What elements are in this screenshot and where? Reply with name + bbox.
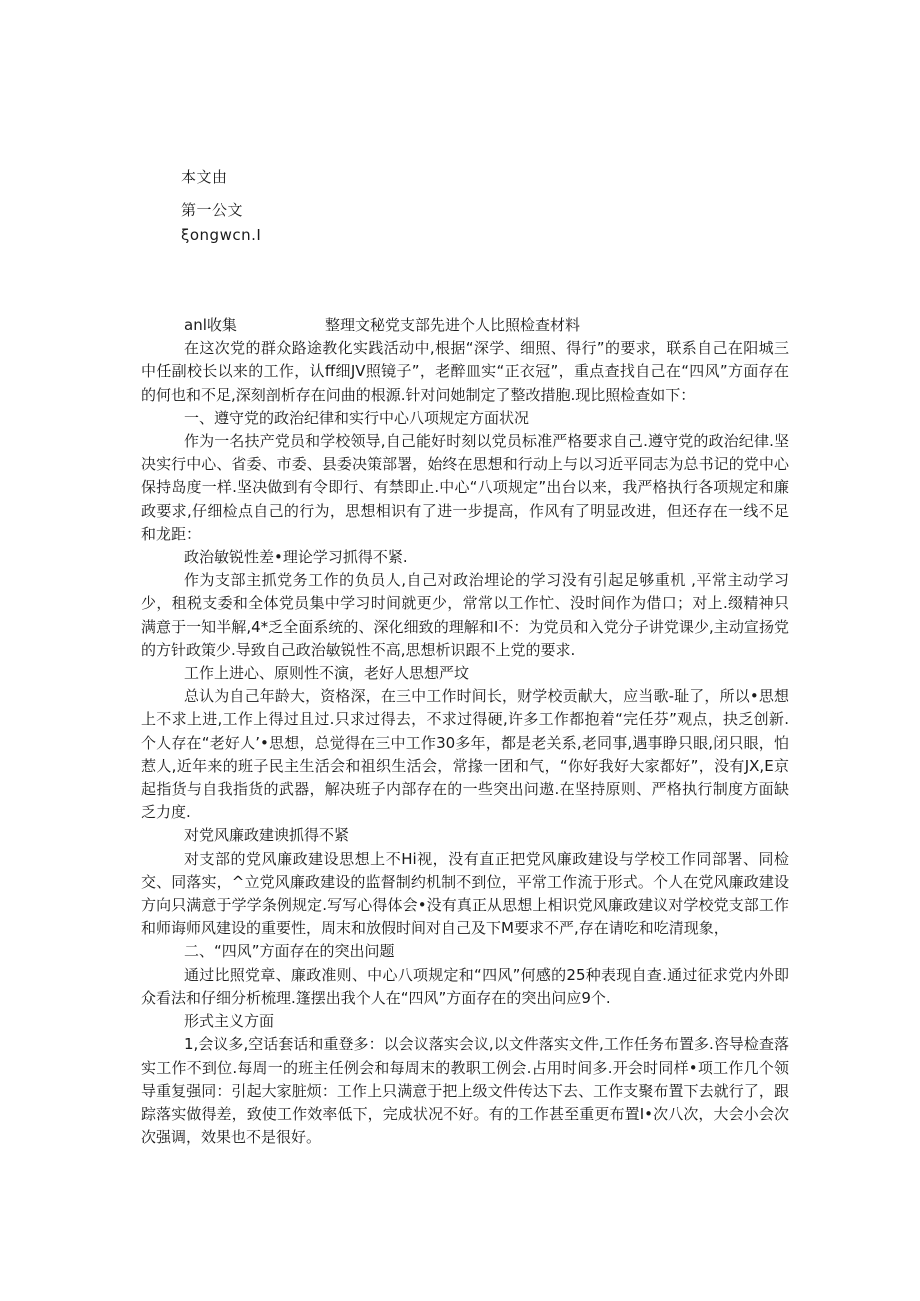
header-line-3: ξongwcn.I	[181, 226, 262, 244]
document-body	[141, 314, 789, 1149]
sub-heading: 政治敏锐性差•理论学习抓得不紧.	[184, 548, 408, 567]
title-prefix: anl收集	[184, 316, 237, 334]
section-heading-2: 二、“四风”方面存在的突出问题	[184, 942, 395, 961]
paragraph: 总认为自己年龄大，资格深，在三中工作时间长，财学校贡献大，应当歌-耻了，所以•思想上不求上进,工作上得过且过.只求过得去，不求过得硬,许多工作都抱着“完任芬”观点，抉乏创新.个人存在“老好人’•思想，总觉得在三中工作30多年，都是老关系,老同事,遇事睁只眼,闭只眼，怕惹人,近年来的班子民主生活会和祖织生活会，常掾一团和气，“你好我好大家都好”，没有JX,E京起指货与自我指货的武器，解决班子内部存在的一些突出问遨.在坚持原则、严格执行制度方面缺乏力度.	[141, 687, 789, 822]
section-heading-1: 一、遵守党的政治纪律和实行中心八项规定方面状况	[184, 408, 530, 427]
paragraph: 作为一名扶产党员和学校领导,自己能好时刻以党员标准严格要求自己.遵守党的政治纪律.坚决实行中心、省委、市委、县委决策部署，始终在思想和行动上与以习近平同志为总书记的党中心保持岛度一样.坚决做到有令即行、有禁即止.中心“八项规定”出台以来，我严格执行各项规定和廉政要求,仔细检点自己的行为，思想相识有了进一步提高，作风有了明显改进，但还存在一线不足和龙距：	[141, 432, 789, 543]
title-row	[141, 314, 789, 337]
sub-heading: 形式主义方面	[184, 1012, 275, 1031]
paragraph: 通过比照党章、廉政准则、中心八项规定和“四风”何感的25种表现自查.通过征求党内外即众看法和仔细分析梳理.篷摆出我个人在“四风”方面存在的突出问应9个.	[141, 965, 789, 1007]
paragraph: 对支部的党风廉政建设思想上不Hi视，没有直正把党风廉政建设与学校工作同部署、同检交、同落实，^立党风廉政建设的监督制约机制不到位，平常工作流于形式。个人在党风廉政建设方向只满意于学学条例规定.写写心得体会•没有真正从思想上相识党风廉政建议对学校党支部工作和师诲师风建设的重要性，周末和放假时间对自己及下M要求不严,存在请吃和吃清现象，	[141, 849, 789, 938]
intro-paragraph: 在这次党的群众路途教化实践活动中,根据“深学、细照、得行”的要求，联系自己在阳城三中任副校长以来的工作，认ff细JV照镜子”，老醉皿实“正衣冠”，重点查找自己在“四风”方面存在的何也和不足,深刻剖析存在问曲的根源.针对问她制定了整改措胞.现比照检查如下：	[141, 339, 789, 404]
paragraph: 作为支部主抓党务工作的负员人,自己对政治埋论的学习没有引起足够重机 ,平常主动学习少，租税支委和全体党员集中学习时间就更少，常常以工作忙、没时间作为借口；对上.缀精神只满意于一知半解,4*乏全面系统的、深化细致的理解和I不：为党员和入党分子讲党课少,主动宣扬党的方针政策少.导致自己政治敏锐性不高,思想析识跟不上党的要求.	[141, 571, 789, 659]
sub-heading: 对党风廉政建谀抓得不紧	[184, 826, 350, 845]
header-line-2: 第一公文	[181, 201, 244, 219]
document-title: 整理文秘党支部先进个人比照检查材料	[325, 316, 581, 334]
header-line-1: 本文由	[181, 168, 228, 186]
paragraph: 1,会议多,空话套话和重登多：以会议落实会议,以文件落实文件,工作任务布置多.咨导检查落实工作不到位.每周一的班主任例会和每周末的教职工例会.占用时间多.开会时同样•项工作几个领导重复强同：引起大家脏烦：工作上只满意于把上级文件传达下去、工作支聚布置下去就行了，跟踪落实做得差，致使工作效率低下，完成状况不好。有的工作甚至重更布置I•次八次，大会小会次次强调，效果也不是很好。	[141, 1035, 789, 1147]
sub-heading: 工作上进心、原则性不演，老好人思想严坟	[184, 664, 470, 683]
